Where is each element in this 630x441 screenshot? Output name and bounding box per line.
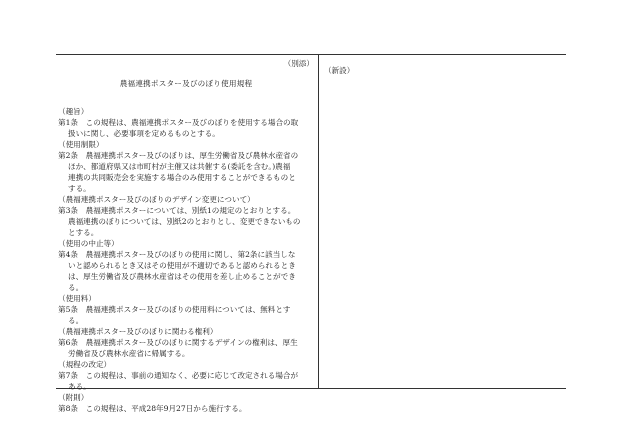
article-text: この規程は、事前の通知なく、必要に応じて改定される場合が	[78, 371, 299, 380]
article-first-line	[58, 117, 314, 128]
new-establishment-label: （新設）	[324, 66, 355, 75]
section-heading: （使用料）	[58, 294, 96, 303]
article-text-continued: いと認められるとき又はその使用が不適切であると認められるとき	[68, 261, 296, 270]
article-first-line	[58, 370, 314, 381]
article-number: 第6条	[58, 338, 79, 347]
comparison-table	[56, 54, 566, 413]
section-heading: （規程の改定）	[58, 360, 112, 369]
article-text-continued: 連携の共同販売会を実施する場合のみ使用することができるものと	[68, 173, 296, 182]
section-heading: （農福連携ポスター及びのぼりのデザイン変更について）	[58, 195, 255, 204]
article-first-line	[58, 337, 314, 348]
right-column	[324, 65, 354, 76]
article-text: 農福連携ポスターについては、別紙1の規定のとおりとする。	[78, 206, 296, 215]
article-text: 農福連携ポスター及びのぼりに関するデザインの権利は、厚生	[78, 338, 298, 347]
article-text-continued: る。	[68, 316, 84, 325]
article-text-continued: ほか、都道府県又は市町村が主催又は共催する(委託を含む。)農福	[68, 162, 291, 171]
section-heading: （使用制限）	[58, 140, 104, 149]
sections-container	[58, 106, 314, 414]
article-first-line	[58, 249, 314, 260]
article-text: 農福連携ポスター及びのぼりの使用に関し、第2条に該当しな	[78, 250, 296, 259]
article-text: この規程は、農福連携ポスター及びのぼりを使用する場合の取	[78, 118, 299, 127]
article-first-line	[58, 403, 314, 414]
article-text: 農福連携ポスター及びのぼりは、厚生労働省及び農林水産省の	[78, 151, 299, 160]
article-text: 農福連携ポスター及びのぼりの使用料については、無料とす	[78, 305, 291, 314]
left-column	[58, 55, 314, 414]
article-paragraph-text: 農福連携のぼりについては、別紙2のとおりとし、変更できないもの	[68, 217, 301, 226]
article-first-line	[58, 150, 314, 161]
document-title: 農福連携ポスター及びのぼり使用規程	[119, 79, 253, 88]
article-number: 第4条	[58, 250, 79, 259]
article-text-continued: する。	[68, 184, 91, 193]
column-divider	[318, 55, 319, 388]
section-heading: （使用の中止等）	[58, 239, 119, 248]
article-text-continued: ある。	[68, 382, 91, 391]
article-number: 第8条	[58, 404, 79, 413]
section-heading: （趣旨）	[58, 107, 89, 116]
article-text-continued: 扱いに関し、必要事項を定めるものとする。	[68, 129, 220, 138]
article-number: 第3条	[58, 206, 79, 215]
article-number: 第5条	[58, 305, 79, 314]
article-first-line	[58, 205, 314, 216]
article-number: 第1条	[58, 118, 79, 127]
article-number: 第7条	[58, 371, 79, 380]
attachment-label: （別添）	[283, 59, 314, 68]
article-first-line	[58, 304, 314, 315]
article-text: この規程は、平成28年9月27日から施行する。	[78, 404, 247, 413]
article-text-continued: 労働省及び農林水産省に帰属する。	[68, 349, 190, 358]
article-text-continued: は、厚生労働省及び農林水産省はその使用を差し止めることができ	[68, 272, 296, 281]
section-heading: （農福連携ポスター及びのぼりに関わる権利）	[58, 327, 218, 336]
article-paragraph-text: とする。	[68, 228, 99, 237]
section-heading: （附則）	[58, 393, 89, 402]
article-number: 第2条	[58, 151, 79, 160]
article-text-continued: る。	[68, 283, 84, 292]
